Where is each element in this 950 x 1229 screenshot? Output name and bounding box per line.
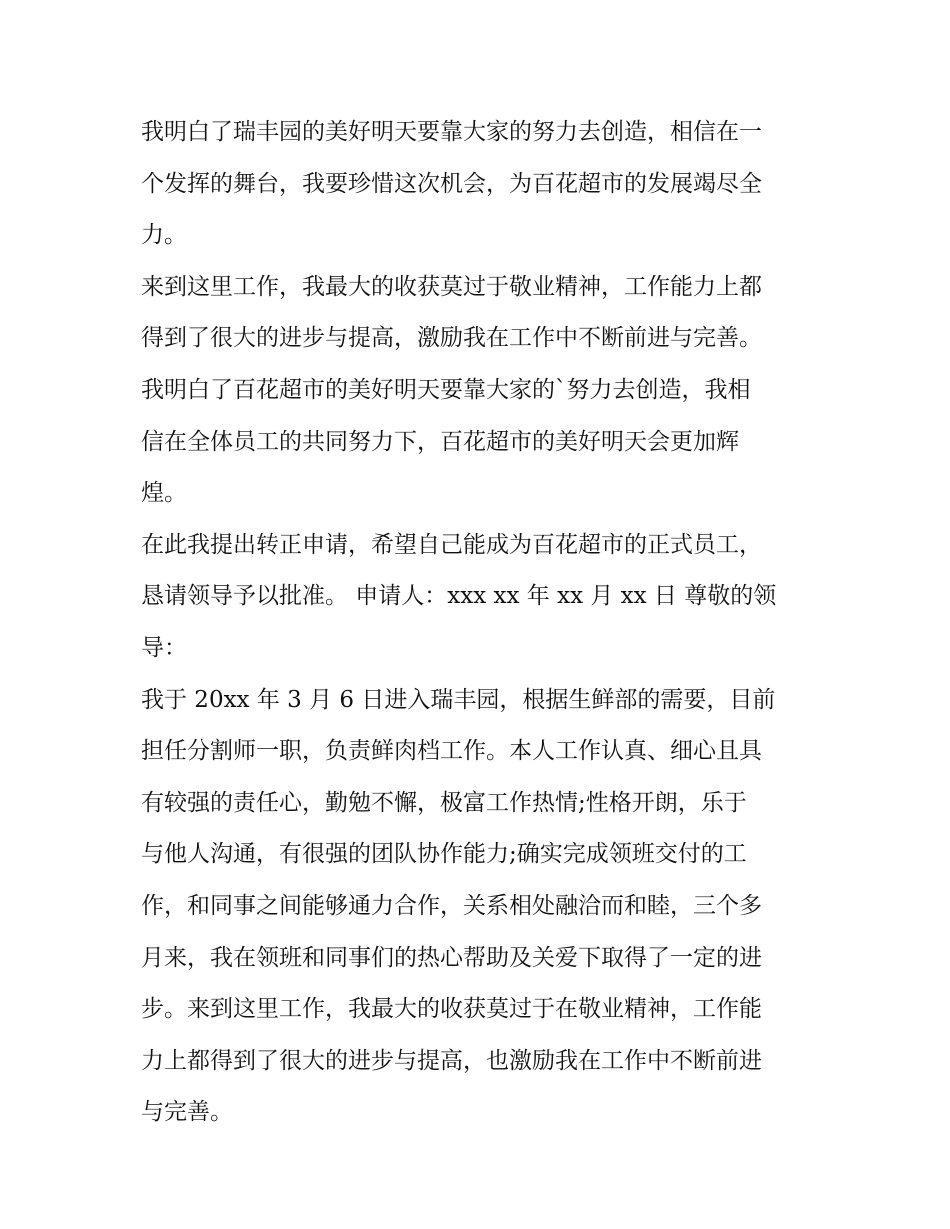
text-line: 与他人沟通，有很强的团队协作能力;确实完成领班交付的工	[141, 841, 747, 868]
text-line: 力。	[141, 222, 187, 249]
text-line: 煌。	[141, 480, 187, 507]
text-line: 有较强的责任心，勤勉不懈，极富工作热情;性格开朗，乐于	[141, 789, 747, 816]
text-line: 我明白了瑞丰园的美好明天要靠大家的努力去创造，相信在一	[141, 119, 762, 145]
text-line: 在此我提出转正申请，希望自己能成为百花超市的正式员工，	[141, 531, 762, 558]
document-body	[141, 107, 821, 1139]
text-line: 个发挥的舞台，我要珍惜这次机会，为百花超市的发展竭尽全	[141, 170, 762, 197]
text-line: 得到了很大的进步与提高，激励我在工作中不断前进与完善。	[141, 325, 762, 352]
text-line: 导：	[141, 634, 187, 661]
text-line: 月来，我在领班和同事们的热心帮助及关爱下取得了一定的进	[141, 944, 762, 971]
text-line: 力上都得到了很大的进步与提高，也激励我在工作中不断前进	[141, 1047, 762, 1074]
text-line: 与完善。	[141, 1099, 233, 1126]
text-line: 我明白了百花超市的美好明天要靠大家的`努力去创造，我相	[141, 376, 751, 403]
text-line: 恳请领导予以批准。 申请人：xxx xx 年 xx 月 xx 日 尊敬的领	[141, 583, 777, 610]
text-line: 作，和同事之间能够通力合作，关系相处融洽而和睦，三个多	[141, 892, 762, 919]
text-line: 信在全体员工的共同努力下，百花超市的美好明天会更加辉	[141, 428, 739, 455]
text-line: 我于 20xx 年 3 月 6 日进入瑞丰园，根据生鲜部的需要，目前	[141, 686, 776, 713]
text-line: 来到这里工作，我最大的收获莫过于敬业精神，工作能力上都	[141, 273, 762, 300]
text-line: 步。来到这里工作，我最大的收获莫过于在敬业精神，工作能	[141, 996, 762, 1023]
text-line: 担任分割师一职，负责鲜肉档工作。本人工作认真、细心且具	[141, 738, 762, 765]
